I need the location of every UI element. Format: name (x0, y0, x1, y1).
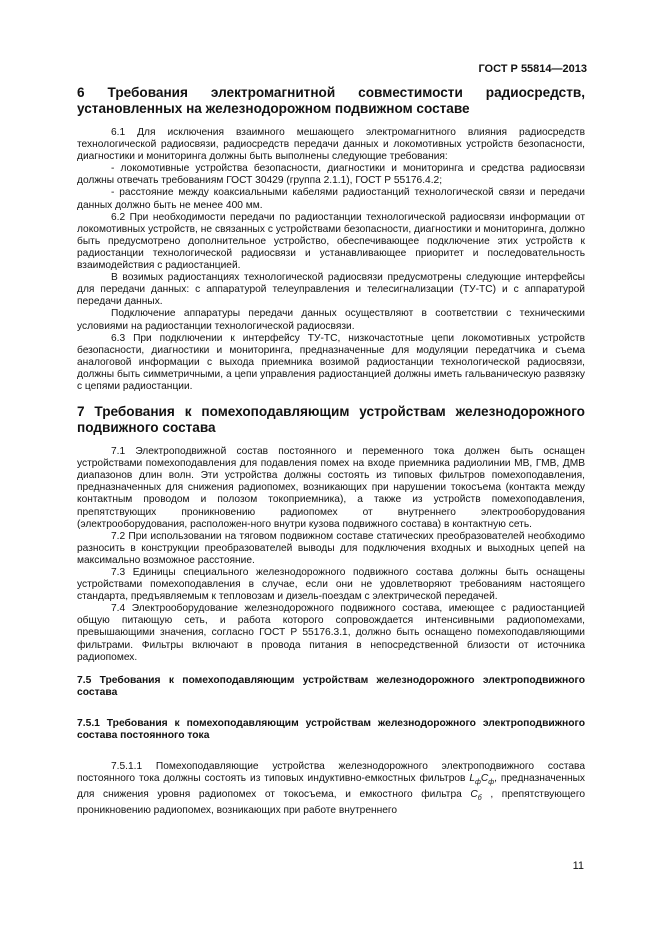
subsection-7-5-title: 7.5 Требования к помехоподавляющим устройствам железнодорожного электроподвижного состава (77, 674, 585, 698)
section-7-title: 7 Требования к помехоподавляющим устройствам железнодорожного подвижного состава (77, 404, 585, 436)
page-content (77, 85, 585, 817)
paragraph-6-1: 6.1 Для исключения взаимного мешающего электромагнитного влияния радиосредств технологической радиосвязи, радиосредств передачи данных и локомотивных устройств безопасности, диагностики и мониторинга должны быть выполнены следующие требования: (77, 127, 585, 163)
paragraph-6-3: 6.3 При подключении к интерфейсу ТУ-ТС, низкочастотные цепи локомотивных устройств безопасности, диагностики и мониторинга, предназначенные для модуляции передатчика и съема аналоговой информации с выхода приемника возимой радиостанции технологической радиосвязи, должны быть симметричными, а цепи управления радиостанцией должны иметь гальваническую развязку с цепями радиостанции. (77, 332, 585, 392)
list-item: - локомотивные устройства безопасности, диагностики и мониторинга и средства радиосвязи должны отвечать требованиям ГОСТ 30429 (группа 2.1.1), ГОСТ Р 55176.4.2; (77, 163, 585, 187)
paragraph-6-2: 6.2 При необходимости передачи по радиостанции технологической радиосвязи информации от локомотивных устройств, не связанных с устройствами безопасности, диагностики и мониторинга, должно быть предусмотрено дополнительное устройство, обеспечивающее подключение этих устройств к радиостанции технологической радиосвязи и устанавливающее приоритет и последовательность взаимодействия с радиостанцией. (77, 211, 585, 272)
subsection-7-5-1-title: 7.5.1 Требования к помехоподавляющим устройствам железнодорожного электроподвижного состава постоянного тока (77, 717, 585, 741)
section-6-title: 6 Требования электромагнитной совместимости радиосредств, установленных на железнодорожном подвижном составе (77, 85, 585, 116)
document-code-header: ГОСТ Р 55814—2013 (478, 63, 587, 75)
paragraph-7-4: 7.4 Электрооборудование железнодорожного подвижного состава, имеющее с радиостанцией общую питающую сеть, и работа которого сопровождается интенсивными радиопомехами, превышающими значения, согласно ГОСТ Р 55176.3.1, должно быть оснащено помехоподавляющими фильтрами. Фильтры включают в провода питания в непосредственной близости от источника радиопомех. (77, 603, 585, 663)
paragraph-7-3: 7.3 Единицы специального железнодорожного подвижного состава должны быть оснащены устройствами помехоподавления в случае, если они не удовлетворяют требованиям настоящего стандарта, предъявляемым к тепловозам и дизель-поездам с электрической передачей. (77, 567, 585, 603)
paragraph: Подключение аппаратуры передачи данных осуществляют в соответствии с техническими условиями на радиостанции технологической радиосвязи. (77, 308, 585, 332)
paragraph-7-5-1-1: 7.5.1.1 Помехоподавляющие устройства железнодорожного электроподвижного состава постоянного тока должны состоять из типовых индуктивно-емкостных фильтров $L_фC_ф$, предназначенных для снижения уровня радиопомех от токосъема, и емкостного фильтра $C_б$ , препятствующего проникновению радиопомех, возникающих при работе внутреннего (77, 760, 585, 817)
page-number: 11 (572, 860, 584, 872)
paragraph-7-2: 7.2 При использовании на тяговом подвижном составе статических преобразователей необходимо разносить в конструкции преобразователей выводы для подключения входных и выходных цепей на максимально возможное расстояние. (77, 530, 585, 566)
list-item: - расстояние между коаксиальными кабелями радиостанций технологической связи и передачи данных должно быть не менее 400 мм. (77, 187, 585, 211)
paragraph-7-1: 7.1 Электроподвижной состав постоянного и переменного тока должен быть оснащен устройствами помехоподавления для подавления помех на входе приемника радиолинии МВ, ГМВ, ДМВ диапазонов длин волн. Эти устройства должны состоять из типовых фильтров помехоподавления, предназначенных для снижения радиопомех, возникающих при нарушении токосъема (контакта между контактным проводом и полозом токоприемника), а также из устройств помехоподавления, препятствующих проникновению радиопомех от внутреннего электрооборудования (электрооборудования, расположен-ного внутри кузова подвижного состава) в контактную сеть. (77, 446, 585, 530)
paragraph: В возимых радиостанциях технологической радиосвязи предусмотрены следующие интерфейсы для передачи данных: с аппаратурой телеуправления и телесигнализации (ТУ-ТС) и с аппаратурой передачи данных. (77, 272, 585, 308)
